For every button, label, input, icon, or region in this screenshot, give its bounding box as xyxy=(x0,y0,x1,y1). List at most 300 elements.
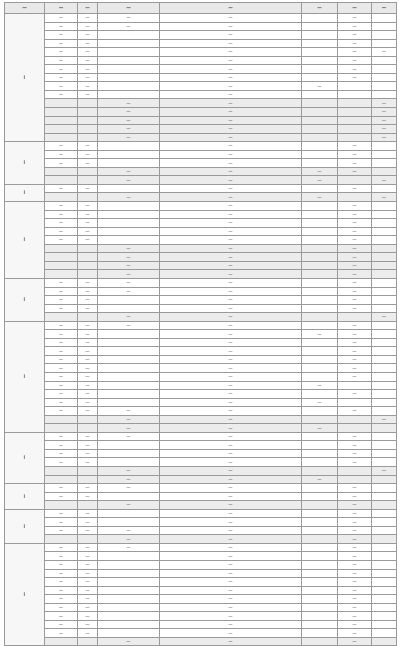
pm-slot: — xyxy=(338,73,372,82)
doctor-name xyxy=(45,313,78,322)
doctor-title xyxy=(78,133,98,142)
eve-slot xyxy=(372,629,397,638)
doctor-title: — xyxy=(78,595,98,604)
table-row xyxy=(5,142,397,151)
eve-slot: — xyxy=(372,99,397,108)
specialty-text: — xyxy=(160,142,302,151)
doctor-title xyxy=(78,535,98,544)
am-slot xyxy=(302,116,338,125)
eve-slot xyxy=(372,261,397,270)
clinic-note xyxy=(98,518,160,527)
clinic-note xyxy=(98,569,160,578)
table-row xyxy=(5,227,397,236)
eve-slot xyxy=(372,287,397,296)
clinic-note xyxy=(98,449,160,458)
am-slot xyxy=(302,569,338,578)
pm-slot: — xyxy=(338,150,372,159)
doctor-title: — xyxy=(78,22,98,31)
table-row xyxy=(5,261,397,270)
specialty-text: — xyxy=(160,338,302,347)
am-slot xyxy=(302,90,338,99)
specialty-text: — xyxy=(160,620,302,629)
clinic-note: — xyxy=(98,193,160,202)
eve-slot xyxy=(372,372,397,381)
clinic-note: — xyxy=(98,261,160,270)
schedule-body xyxy=(5,14,397,646)
am-slot xyxy=(302,407,338,416)
eve-slot: — xyxy=(372,415,397,424)
specialty-text: — xyxy=(160,14,302,23)
specialty-text: — xyxy=(160,578,302,587)
table-row xyxy=(5,48,397,57)
doctor-name: — xyxy=(45,526,78,535)
doctor-title: — xyxy=(78,432,98,441)
clinic-note xyxy=(98,372,160,381)
doctor-title: — xyxy=(78,398,98,407)
doctor-title: — xyxy=(78,184,98,193)
specialty-text: — xyxy=(160,586,302,595)
eve-slot: — xyxy=(372,313,397,322)
doctor-name: — xyxy=(45,407,78,416)
doctor-title: — xyxy=(78,48,98,57)
clinic-note xyxy=(98,338,160,347)
table-row xyxy=(5,620,397,629)
specialty-text: — xyxy=(160,637,302,646)
pm-slot: — xyxy=(338,449,372,458)
table-row xyxy=(5,432,397,441)
pm-slot xyxy=(338,176,372,185)
eve-slot xyxy=(372,22,397,31)
doctor-name: — xyxy=(45,330,78,339)
am-slot: — xyxy=(302,330,338,339)
pm-slot: — xyxy=(338,561,372,570)
eve-slot xyxy=(372,355,397,364)
doctor-title: — xyxy=(78,390,98,399)
doctor-name: — xyxy=(45,432,78,441)
col-note-header: — xyxy=(98,3,160,14)
clinic-note xyxy=(98,90,160,99)
table-row xyxy=(5,236,397,245)
am-slot xyxy=(302,125,338,134)
am-slot: — xyxy=(302,475,338,484)
doctor-name: — xyxy=(45,321,78,330)
eve-slot xyxy=(372,304,397,313)
pm-slot: — xyxy=(338,355,372,364)
doctor-name: — xyxy=(45,296,78,305)
am-slot xyxy=(302,492,338,501)
specialty-text: — xyxy=(160,518,302,527)
pm-slot xyxy=(338,193,372,202)
am-slot: — xyxy=(302,167,338,176)
pm-slot: — xyxy=(338,304,372,313)
pm-slot: — xyxy=(338,202,372,211)
am-slot xyxy=(302,518,338,527)
specialty-text: — xyxy=(160,321,302,330)
table-row xyxy=(5,535,397,544)
eve-slot xyxy=(372,407,397,416)
specialty-text: — xyxy=(160,227,302,236)
doctor-title: — xyxy=(78,569,98,578)
specialty-text: — xyxy=(160,372,302,381)
clinic-note xyxy=(98,150,160,159)
eve-slot xyxy=(372,424,397,433)
doctor-name: — xyxy=(45,612,78,621)
doctor-name: — xyxy=(45,227,78,236)
eve-slot xyxy=(372,535,397,544)
pm-slot: — xyxy=(338,330,372,339)
pm-slot: — xyxy=(338,509,372,518)
eve-slot xyxy=(372,561,397,570)
specialty-text: — xyxy=(160,398,302,407)
pm-slot xyxy=(338,82,372,91)
table-row xyxy=(5,39,397,48)
doctor-name xyxy=(45,261,78,270)
table-row xyxy=(5,441,397,450)
am-slot xyxy=(302,466,338,475)
doctor-title: — xyxy=(78,202,98,211)
eve-slot xyxy=(372,142,397,151)
clinic-note xyxy=(98,355,160,364)
doctor-title: — xyxy=(78,65,98,74)
doctor-title xyxy=(78,415,98,424)
doctor-title: — xyxy=(78,381,98,390)
eve-slot xyxy=(372,637,397,646)
clinic-note: — xyxy=(98,321,160,330)
pm-slot: — xyxy=(338,253,372,262)
doctor-title xyxy=(78,475,98,484)
doctor-name: — xyxy=(45,629,78,638)
pm-slot: — xyxy=(338,535,372,544)
table-row xyxy=(5,407,397,416)
am-slot xyxy=(302,48,338,57)
clinic-note xyxy=(98,304,160,313)
doctor-title: — xyxy=(78,287,98,296)
am-slot xyxy=(302,227,338,236)
doctor-title: — xyxy=(78,578,98,587)
table-row xyxy=(5,278,397,287)
clinic-note: — xyxy=(98,466,160,475)
table-row xyxy=(5,492,397,501)
specialty-text: — xyxy=(160,612,302,621)
am-slot xyxy=(302,552,338,561)
table-row xyxy=(5,31,397,40)
doctor-title: — xyxy=(78,150,98,159)
specialty-text: — xyxy=(160,270,302,279)
clinic-note: — xyxy=(98,313,160,322)
clinic-note xyxy=(98,492,160,501)
doctor-title xyxy=(78,108,98,117)
doctor-title: — xyxy=(78,620,98,629)
doctor-title: — xyxy=(78,372,98,381)
doctor-title xyxy=(78,313,98,322)
table-row xyxy=(5,595,397,604)
eve-slot xyxy=(372,202,397,211)
specialty-text: — xyxy=(160,48,302,57)
table-row xyxy=(5,202,397,211)
clinic-note xyxy=(98,603,160,612)
eve-slot xyxy=(372,296,397,305)
clinic-note xyxy=(98,184,160,193)
pm-slot xyxy=(338,99,372,108)
pm-slot: — xyxy=(338,219,372,228)
table-row xyxy=(5,193,397,202)
table-row xyxy=(5,150,397,159)
specialty-text: — xyxy=(160,561,302,570)
am-slot xyxy=(302,244,338,253)
specialty-text: — xyxy=(160,509,302,518)
am-slot xyxy=(302,484,338,493)
clinic-note: — xyxy=(98,167,160,176)
specialty-text: — xyxy=(160,236,302,245)
pm-slot: — xyxy=(338,578,372,587)
clinic-note xyxy=(98,296,160,305)
clinic-note: — xyxy=(98,116,160,125)
doctor-title: — xyxy=(78,278,98,287)
department-cell: — xyxy=(5,432,45,483)
pm-slot: — xyxy=(338,484,372,493)
pm-slot: — xyxy=(338,543,372,552)
pm-slot: — xyxy=(338,296,372,305)
pm-slot: — xyxy=(338,518,372,527)
am-slot: — xyxy=(302,424,338,433)
pm-slot: — xyxy=(338,441,372,450)
clinic-note: — xyxy=(98,484,160,493)
doctor-title xyxy=(78,424,98,433)
am-slot xyxy=(302,31,338,40)
doctor-name: — xyxy=(45,82,78,91)
table-row xyxy=(5,586,397,595)
doctor-title: — xyxy=(78,321,98,330)
am-slot xyxy=(302,270,338,279)
specialty-text: — xyxy=(160,39,302,48)
eve-slot xyxy=(372,492,397,501)
clinic-note: — xyxy=(98,543,160,552)
doctor-title xyxy=(78,244,98,253)
col-eve-header: — xyxy=(372,3,397,14)
doctor-name: — xyxy=(45,561,78,570)
clinic-note: — xyxy=(98,407,160,416)
pm-slot xyxy=(338,108,372,117)
pm-slot: — xyxy=(338,364,372,373)
doctor-name: — xyxy=(45,569,78,578)
am-slot xyxy=(302,586,338,595)
eve-slot xyxy=(372,321,397,330)
doctor-title: — xyxy=(78,56,98,65)
doctor-name xyxy=(45,466,78,475)
am-slot xyxy=(302,458,338,467)
am-slot xyxy=(302,637,338,646)
clinic-note xyxy=(98,39,160,48)
table-row xyxy=(5,390,397,399)
table-row xyxy=(5,552,397,561)
pm-slot: — xyxy=(338,432,372,441)
pm-slot: — xyxy=(338,22,372,31)
specialty-text: — xyxy=(160,176,302,185)
am-slot xyxy=(302,65,338,74)
pm-slot: — xyxy=(338,14,372,23)
pm-slot: — xyxy=(338,142,372,151)
doctor-title: — xyxy=(78,407,98,416)
specialty-text: — xyxy=(160,296,302,305)
clinic-note: — xyxy=(98,415,160,424)
doctor-name xyxy=(45,501,78,510)
doctor-title: — xyxy=(78,441,98,450)
eve-slot xyxy=(372,236,397,245)
eve-slot xyxy=(372,518,397,527)
am-slot xyxy=(302,14,338,23)
clinic-note xyxy=(98,586,160,595)
pm-slot: — xyxy=(338,390,372,399)
table-row xyxy=(5,167,397,176)
eve-slot xyxy=(372,56,397,65)
clinic-note xyxy=(98,31,160,40)
pm-slot: — xyxy=(338,595,372,604)
clinic-note: — xyxy=(98,270,160,279)
am-slot xyxy=(302,142,338,151)
specialty-text: — xyxy=(160,501,302,510)
specialty-text: — xyxy=(160,330,302,339)
specialty-text: — xyxy=(160,364,302,373)
doctor-name: — xyxy=(45,236,78,245)
pm-slot: — xyxy=(338,492,372,501)
table-row xyxy=(5,475,397,484)
eve-slot: — xyxy=(372,466,397,475)
am-slot: — xyxy=(302,82,338,91)
table-row xyxy=(5,338,397,347)
clinic-note xyxy=(98,612,160,621)
doctor-title: — xyxy=(78,347,98,356)
am-slot xyxy=(302,441,338,450)
pm-slot: — xyxy=(338,56,372,65)
eve-slot xyxy=(372,543,397,552)
specialty-text: — xyxy=(160,219,302,228)
am-slot xyxy=(302,338,338,347)
table-row xyxy=(5,244,397,253)
eve-slot: — xyxy=(372,116,397,125)
doctor-name xyxy=(45,108,78,117)
doctor-title: — xyxy=(78,629,98,638)
table-row xyxy=(5,501,397,510)
pm-slot: — xyxy=(338,458,372,467)
table-row xyxy=(5,99,397,108)
doctor-name: — xyxy=(45,65,78,74)
specialty-text: — xyxy=(160,90,302,99)
clinic-note: — xyxy=(98,535,160,544)
doctor-title: — xyxy=(78,210,98,219)
am-slot xyxy=(302,150,338,159)
pm-slot xyxy=(338,125,372,134)
doctor-name xyxy=(45,167,78,176)
table-row xyxy=(5,526,397,535)
pm-slot xyxy=(338,90,372,99)
table-row xyxy=(5,381,397,390)
table-row xyxy=(5,561,397,570)
table-row xyxy=(5,629,397,638)
clinic-note: — xyxy=(98,176,160,185)
table-row xyxy=(5,466,397,475)
eve-slot xyxy=(372,39,397,48)
am-slot xyxy=(302,261,338,270)
doctor-title xyxy=(78,637,98,646)
table-row xyxy=(5,133,397,142)
doctor-name: — xyxy=(45,210,78,219)
doctor-title: — xyxy=(78,586,98,595)
pm-slot: — xyxy=(338,569,372,578)
eve-slot xyxy=(372,338,397,347)
am-slot xyxy=(302,355,338,364)
clinic-note xyxy=(98,219,160,228)
table-row xyxy=(5,56,397,65)
doctor-title: — xyxy=(78,355,98,364)
am-slot xyxy=(302,108,338,117)
specialty-text: — xyxy=(160,381,302,390)
doctor-title xyxy=(78,193,98,202)
eve-slot xyxy=(372,595,397,604)
doctor-title: — xyxy=(78,449,98,458)
am-slot xyxy=(302,210,338,219)
doctor-name: — xyxy=(45,543,78,552)
pm-slot: — xyxy=(338,620,372,629)
specialty-text: — xyxy=(160,407,302,416)
specialty-text: — xyxy=(160,125,302,134)
doctor-title: — xyxy=(78,509,98,518)
eve-slot xyxy=(372,159,397,168)
table-row xyxy=(5,424,397,433)
am-slot xyxy=(302,390,338,399)
doctor-title xyxy=(78,167,98,176)
doctor-name xyxy=(45,415,78,424)
clinic-note: — xyxy=(98,125,160,134)
clinic-note xyxy=(98,364,160,373)
am-slot xyxy=(302,296,338,305)
clinic-note xyxy=(98,65,160,74)
doctor-name xyxy=(45,424,78,433)
doctor-title: — xyxy=(78,458,98,467)
pm-slot: — xyxy=(338,278,372,287)
pm-slot xyxy=(338,415,372,424)
specialty-text: — xyxy=(160,552,302,561)
eve-slot xyxy=(372,449,397,458)
specialty-text: — xyxy=(160,99,302,108)
doctor-name: — xyxy=(45,595,78,604)
clinic-note xyxy=(98,82,160,91)
eve-slot xyxy=(372,501,397,510)
pm-slot: — xyxy=(338,347,372,356)
doctor-title: — xyxy=(78,14,98,23)
col-title-header: — xyxy=(78,3,98,14)
pm-slot xyxy=(338,313,372,322)
eve-slot xyxy=(372,347,397,356)
table-row xyxy=(5,509,397,518)
pm-slot: — xyxy=(338,612,372,621)
col-pm-header: — xyxy=(338,3,372,14)
clinic-note xyxy=(98,629,160,638)
doctor-name xyxy=(45,176,78,185)
doctor-name: — xyxy=(45,14,78,23)
table-row xyxy=(5,14,397,23)
am-slot xyxy=(302,372,338,381)
pm-slot: — xyxy=(338,31,372,40)
table-row xyxy=(5,296,397,305)
eve-slot xyxy=(372,612,397,621)
am-slot xyxy=(302,561,338,570)
doctor-name: — xyxy=(45,372,78,381)
doctor-name: — xyxy=(45,603,78,612)
specialty-text: — xyxy=(160,535,302,544)
doctor-name: — xyxy=(45,73,78,82)
clinic-note: — xyxy=(98,287,160,296)
clinic-note: — xyxy=(98,133,160,142)
